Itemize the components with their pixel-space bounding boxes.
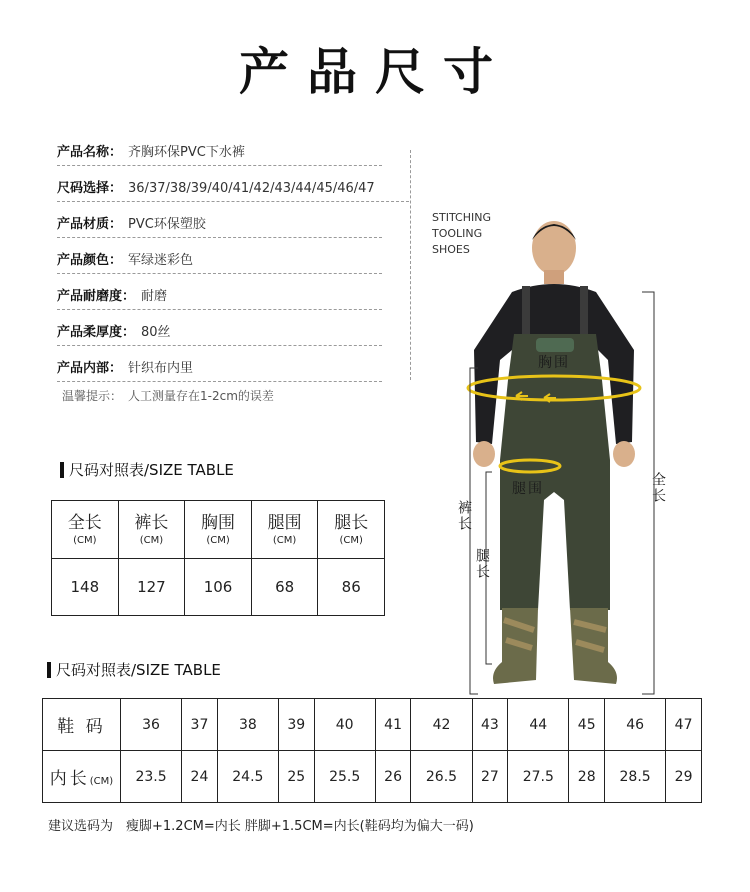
header-unit: (CM) xyxy=(206,534,230,546)
shoe-size-cell: 43 xyxy=(472,699,508,751)
suspender-left xyxy=(522,286,530,336)
wader-logo xyxy=(536,338,574,352)
header-label: 腿围 xyxy=(267,512,302,533)
heading-text: 尺码对照表/SIZE TABLE xyxy=(69,461,234,479)
spec-value: 齐胸环保PVC下水裤 xyxy=(128,145,245,160)
table-cell xyxy=(251,501,318,559)
size-table xyxy=(51,500,385,616)
shoe-size-cell: 42 xyxy=(411,699,472,751)
spec-row-durability xyxy=(57,274,382,310)
table-cell: 86 xyxy=(318,559,385,616)
shoe-size-cell: 44 xyxy=(508,699,569,751)
spec-row-name xyxy=(57,130,382,166)
table-cell: 127 xyxy=(118,559,185,616)
inner-length-cell: 25.5 xyxy=(314,751,375,803)
shoe-size-cell: 47 xyxy=(666,699,702,751)
shoe-size-cell: 41 xyxy=(375,699,411,751)
table-row xyxy=(43,751,702,803)
header-unit: (CM) xyxy=(272,534,297,546)
divider xyxy=(410,150,411,380)
chest-label: 胸围 xyxy=(538,355,570,371)
shoe-size-cell: 37 xyxy=(182,699,218,751)
inner-length-cell: 28 xyxy=(569,751,605,803)
header-label: 全长 xyxy=(67,512,102,533)
spec-key: 产品柔厚度： xyxy=(57,325,136,340)
spec-key: 产品名称： xyxy=(57,145,123,160)
brand-line: STITCHING xyxy=(432,211,491,224)
table-cell xyxy=(118,501,185,559)
inner-length-cell: 27 xyxy=(472,751,508,803)
model-head xyxy=(532,221,576,275)
thigh-label: 腿围 xyxy=(512,481,544,497)
heading-text: 尺码对照表/SIZE TABLE xyxy=(56,661,221,679)
header-unit: (CM) xyxy=(339,534,363,546)
spec-value: PVC环保塑胶 xyxy=(128,217,206,232)
inner-length-cell: 27.5 xyxy=(508,751,569,803)
full-length-label: 全长 xyxy=(650,472,666,504)
spec-key: 尺码选择： xyxy=(57,181,123,196)
table-row xyxy=(52,559,385,616)
spec-value: 耐磨 xyxy=(141,289,168,304)
model-hand-right xyxy=(613,441,635,467)
inner-length-cell: 25 xyxy=(278,751,314,803)
model-hand-left xyxy=(473,441,495,467)
shoe-size-cell: 45 xyxy=(569,699,605,751)
spec-list xyxy=(57,130,382,382)
spec-row-thickness xyxy=(57,310,382,346)
inner-length-cell: 28.5 xyxy=(605,751,666,803)
header-unit: (CM) xyxy=(139,534,164,546)
inner-length-cell: 24.5 xyxy=(217,751,278,803)
page-title: 产品尺寸 xyxy=(239,42,511,101)
note-key: 温馨提示： xyxy=(62,389,123,403)
spec-value: 军绿迷彩色 xyxy=(128,253,194,268)
table-row xyxy=(52,501,385,559)
table-cell xyxy=(185,501,252,559)
row-label-unit: (CM) xyxy=(89,776,114,787)
heading-bar xyxy=(47,662,51,678)
spec-row-material xyxy=(57,202,382,238)
inner-length-cell: 29 xyxy=(666,751,702,803)
note-value: 人工测量存在1-2cm的误差 xyxy=(128,389,274,403)
brand-line: TOOLING xyxy=(432,227,483,240)
inner-length-cell: 26 xyxy=(375,751,411,803)
header-label: 裤长 xyxy=(134,512,169,533)
shoe-size-cell: 46 xyxy=(605,699,666,751)
spec-key: 产品颜色： xyxy=(57,253,123,268)
spec-value: 36/37/38/39/40/41/42/43/44/45/46/47 xyxy=(128,181,375,196)
spec-value: 针织布内里 xyxy=(128,361,194,376)
shoe-table-heading xyxy=(47,659,221,680)
spec-value: 80丝 xyxy=(141,325,171,340)
wader-illustration xyxy=(420,210,740,700)
shoe-size-cell: 36 xyxy=(121,699,182,751)
inner-length-cell: 23.5 xyxy=(121,751,182,803)
product-figure xyxy=(420,210,740,700)
spec-key: 产品内部： xyxy=(57,361,123,376)
shoe-size-table xyxy=(42,698,702,803)
spec-row-lining xyxy=(57,346,382,382)
table-cell: 106 xyxy=(185,559,252,616)
model-neck xyxy=(544,270,564,284)
shoe-size-cell: 38 xyxy=(217,699,278,751)
row-label xyxy=(43,751,121,803)
measurement-note xyxy=(62,387,274,404)
header-label: 胸围 xyxy=(201,512,236,533)
spec-key: 产品材质： xyxy=(57,217,123,232)
leg-length-label: 腿长 xyxy=(474,548,490,580)
table-cell xyxy=(318,501,385,559)
spec-key: 产品耐磨度： xyxy=(57,289,136,304)
header-unit: (CM) xyxy=(73,534,97,546)
brand-line: SHOES xyxy=(432,243,470,256)
heading-bar xyxy=(60,462,64,478)
inner-length-cell: 26.5 xyxy=(411,751,472,803)
header-label: 腿长 xyxy=(334,512,369,533)
row-label-text: 内长 xyxy=(49,769,90,789)
suspender-right xyxy=(580,286,588,336)
spec-row-color xyxy=(57,238,382,274)
spec-row-sizes xyxy=(57,166,409,202)
size-table-heading xyxy=(60,459,234,480)
table-cell: 148 xyxy=(52,559,119,616)
table-row xyxy=(43,699,702,751)
shoe-size-cell: 39 xyxy=(278,699,314,751)
inner-length-cell: 24 xyxy=(182,751,218,803)
shoe-size-cell: 40 xyxy=(314,699,375,751)
size-advice: 建议选码为 瘦脚+1.2CM=内长 胖脚+1.5CM=内长(鞋码均为偏大一码) xyxy=(48,819,474,834)
table-cell: 68 xyxy=(251,559,318,616)
table-cell xyxy=(52,501,119,559)
pants-length-label: 裤长 xyxy=(456,500,472,532)
row-label: 鞋 码 xyxy=(43,699,121,751)
